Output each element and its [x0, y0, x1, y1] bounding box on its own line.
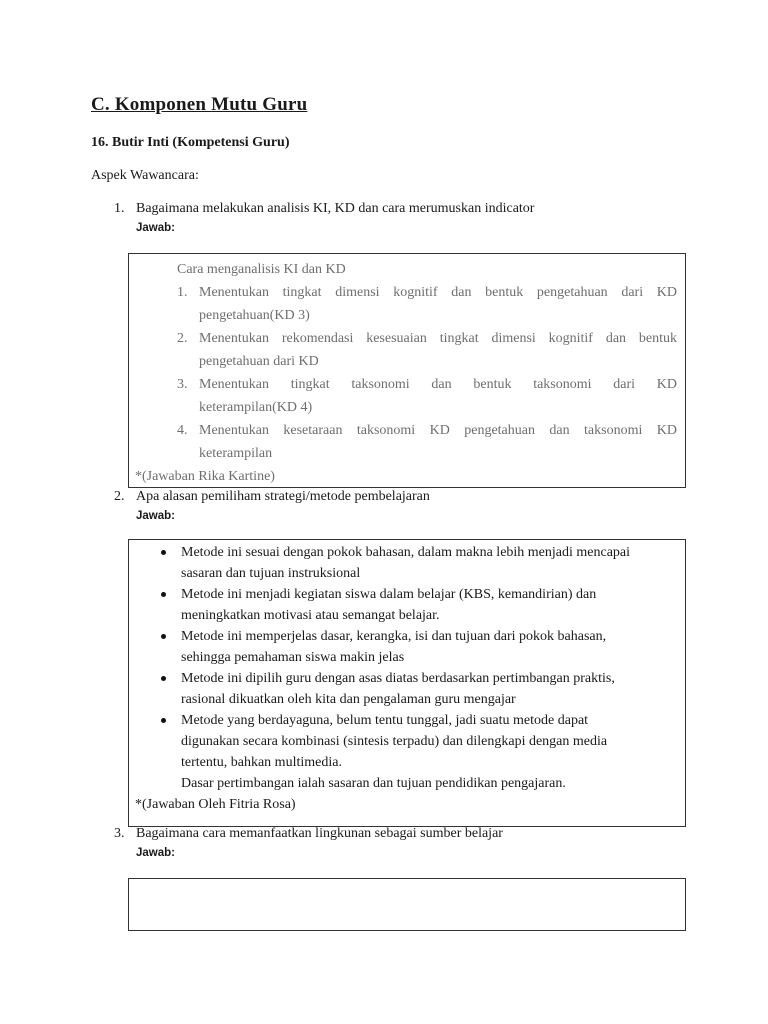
- page-title: C. Komponen Mutu Guru: [91, 94, 308, 115]
- list-item-line: digunakan secara kombinasi (sintesis terpadu) dan dilengkapi dengan media: [181, 734, 608, 749]
- bullet-icon: [161, 634, 166, 639]
- closing-text: Dasar pertimbangan ialah sasaran dan tujuan pendidikan pengajaran.: [181, 776, 566, 791]
- list-item-line: rasional dikuatkan oleh kita dan pengalaman guru mengajar: [181, 692, 516, 707]
- list-item-number: 3.: [177, 377, 188, 392]
- answer-label: Jawab:: [136, 510, 175, 522]
- bullet-icon: [161, 550, 166, 555]
- list-item-text-continued: pengetahuan(KD 3): [199, 308, 310, 323]
- list-item-line: Metode yang berdayaguna, belum tentu tunggal, jadi suatu metode dapat: [181, 713, 589, 728]
- section-subtitle: 16. Butir Inti (Kompetensi Guru): [91, 135, 290, 150]
- question-number: 3.: [114, 826, 125, 841]
- answer-box: [128, 253, 686, 488]
- answer-label: Jawab:: [136, 222, 175, 234]
- list-item-line: Metode ini menjadi kegiatan siswa dalam belajar (KBS, kemandirian) dan: [181, 587, 597, 602]
- list-item-text: Menentukan tingkat dimensi kognitif dan bentuk pengetahuan dari KD: [199, 285, 677, 300]
- list-item-text: Menentukan tingkat taksonomi dan bentuk taksonomi dari KD: [199, 377, 677, 392]
- question-number: 1.: [114, 201, 125, 216]
- answer-heading: Cara menganalisis KI dan KD: [177, 262, 346, 277]
- list-item-line: sehingga pemahaman siswa makin jelas: [181, 650, 405, 665]
- answer-box-empty: [128, 878, 686, 931]
- answer-credit: *(Jawaban Oleh Fitria Rosa): [135, 797, 296, 812]
- list-item-text: Menentukan kesetaraan taksonomi KD pengetahuan dan taksonomi KD: [199, 423, 677, 438]
- list-item-line: Metode ini sesuai dengan pokok bahasan, dalam makna lebih menjadi mencapai: [181, 545, 631, 560]
- list-item: [161, 668, 681, 710]
- question-number: 2.: [114, 489, 125, 504]
- list-item-line: Metode ini dipilih guru dengan asas diatas berdasarkan pertimbangan praktis,: [181, 671, 615, 686]
- list-item-text-continued: pengetahuan dari KD: [199, 354, 319, 369]
- list-item-number: 4.: [177, 423, 188, 438]
- list-item-number: 2.: [177, 331, 188, 346]
- intro-text: Aspek Wawancara:: [91, 168, 199, 183]
- list-item: [161, 542, 681, 584]
- bullet-icon: [161, 676, 166, 681]
- list-item-text-continued: keterampilan(KD 4): [199, 400, 313, 415]
- answer-label: Jawab:: [136, 847, 175, 859]
- list-item-text: Menentukan rekomendasi kesesuaian tingkat dimensi kognitif dan bentuk: [199, 331, 677, 346]
- list-item-line: tertentu, bahkan multimedia.: [181, 755, 342, 770]
- question-text: Bagaimana melakukan analisis KI, KD dan cara merumuskan indicator: [136, 201, 535, 216]
- list-item: [161, 626, 681, 668]
- list-item-line: meningkatkan motivasi atau semangat belajar.: [181, 608, 440, 623]
- list-item: [161, 710, 681, 773]
- question-text: Bagaimana cara memanfaatkan lingkunan sebagai sumber belajar: [136, 826, 503, 841]
- answer-box: [128, 539, 686, 827]
- list-item-line: sasaran dan tujuan instruksional: [181, 566, 361, 581]
- list-item: [161, 584, 681, 626]
- list-item-line: Metode ini memperjelas dasar, kerangka, isi dan tujuan dari pokok bahasan,: [181, 629, 607, 644]
- bullet-icon: [161, 718, 166, 723]
- question-text: Apa alasan pemiliham strategi/metode pembelajaran: [136, 489, 430, 504]
- bullet-icon: [161, 592, 166, 597]
- list-item-number: 1.: [177, 285, 188, 300]
- list-item-text-continued: keterampilan: [199, 446, 273, 461]
- answer-credit: *(Jawaban Rika Kartine): [135, 469, 275, 484]
